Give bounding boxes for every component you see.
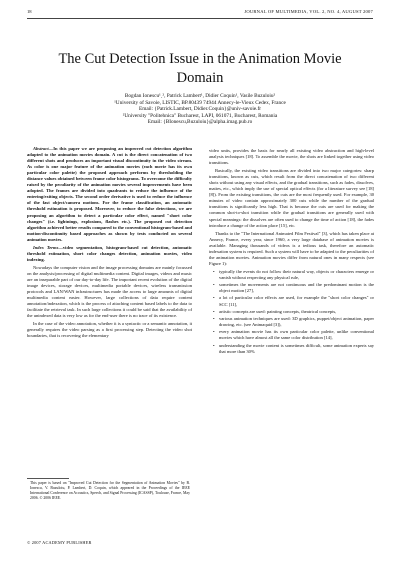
- index-terms: [27, 245, 192, 263]
- affiliation-1: ¹University of Savoie, LISTIC, BP.80439 74944 Annecy-le-Vieux Cedex, France: [114, 99, 286, 106]
- abstract-text: —In this paper we are proposing an improved cut detection algorithm adapted to the animation movies domain. A cut is the direct concatenation of two different shots and produces an important visual discontinuity in the video stream. As color is one major feature of the animation movies (each movie has its own particular color palette) the proposed approach performs by thresholding the distance values obtained between frame color histograms. To overcome the difficulty raised by the peculiarity of the animation movies several improvements have been adopted. The frames are divided into quadrants to reduce the influence of the entering/exiting objects. The second order derivative is used to reduce the influence of the fast object/camera motions. For the frame classification, an automatic threshold estimation is proposed. Moreover, to reduce the false detections, we are proposing an algorithm to detect a particular color effect, named "short color changes" (i.e. lightnings, explosions, flashes etc.). The proposed cut detection algorithm achieved better results compared to the conventional histogram-based and motion-discontinuity based approaches as shown by tests conducted on several animation movies.: [27, 146, 192, 242]
- right-paragraph-1: video units, provides the basis for nearly all existing video abstraction and high-level analysis techniques [18]. To assemble the movie, the shots are linked together using video transitions.: [209, 148, 374, 166]
- email-2: Email: {BIonescu,Buzuloiu}@alpha.imag.pub.ro: [147, 119, 253, 126]
- header-rule: [27, 18, 373, 19]
- author-block: [30, 93, 370, 126]
- list-item: • typically the events do not follow their natural way, objects or characters emerge or vanish without respecting any physical rule,: [219, 269, 374, 281]
- copyright-notice: © 2007 ACADEMY PUBLISHER: [27, 540, 92, 545]
- title-line-1: The Cut Detection Issue in the Animation Movie: [58, 51, 342, 67]
- footnote-rule: [27, 478, 69, 479]
- list-item: • artistic concepts are used: painting concepts, theatrical concepts,: [219, 309, 374, 315]
- abstract: [27, 146, 192, 243]
- affiliation-2: ²University "Politehnica" Bucharest, LAPI, 061071, Bucharest, Romania: [122, 112, 278, 119]
- abstract-label: Abstract: [33, 146, 49, 151]
- list-item: • sometimes the movements are not continuous and the predominant motion is the object motion [27],: [219, 282, 374, 294]
- email-1: Email: {Patrick.Lambert, Didier.Coquin}@univ-savoie.fr: [138, 106, 262, 113]
- index-terms-text: —video segmentation, histogram-based cut detection, automatic threshold estimation, short color changes detection, animation movies, video indexing.: [27, 244, 192, 262]
- index-terms-label: Index Terms: [33, 244, 59, 250]
- intro-paragraph-1: Nowadays the computer vision and the image processing domains are mainly focussed on the analysis/processing of digital multimedia content. Digital images, videos and music are an inseparable part of our day-to-day life. The important recent evolution of the digital image devices, storage devices, multimedia portable devices, wireless transmission protocols and LAN/WAN infrastructures has made the access to large amounts of digital multimedia content easier. However, large collections of data require content annotation/indexation, which is the process of attaching content based labels to the data to facilitate the retrieval task. In such large collections it could be said that the availability of the unindexed data is very low as for the end-user there is no trace of its existence.: [27, 264, 192, 319]
- right-column: [209, 148, 374, 356]
- right-paragraph-2: Basically, the existing video transitions are divided into two major categories: sharp transitions, known as cuts, which result from the direct concatenation of two different shots without using any visual effects, and the gradual transitions, such as fades, dissolves, mattes, etc., which imply the use of special optical effects (for a literature survey see [18] [8]). From the existing transitions, the cuts are the most frequently used. For example, 30 minutes of video contain approximately 300 cuts while the number of the gradual transitions is significantly less high. That is because the cuts are used for making the common shot-to-shot transition while the gradual transitions are generally used with special meanings: the dissolves are often used to change the time of action [18], the fades introduce a change of the action place [15], etc.: [209, 168, 374, 228]
- footnote: This paper is based on "Improved Cut Detection for the Segmentation of Animation Movies" by B. Ionescu, V. Buzuloiu, P. Lambert, D. Coquin, which appeared in the Proceedings of the IEEE International Conference on Acoustics, Speech, and Signal Processing (ICASSP), Toulouse, France, May 2006. © 2006 IEEE.: [30, 481, 190, 500]
- left-column: [27, 146, 192, 341]
- running-header: [27, 9, 373, 18]
- peculiarities-list: [209, 269, 374, 355]
- right-paragraph-3: Thanks to the "The International Animated Film Festival" [3], which has taken place at Annecy, France, every year, since 1960, a very large database of animation movies is available. Managing thousands of videos is a tedious task, therefore an automatic indexation system is required. Such a system will have to be adapted to the peculiarities of the animation movies. Animation movies differ from natural ones in many respects (see Figure 1):: [209, 230, 374, 266]
- list-item: • every animation movie has its own particular color palette, unlike conventional movies which have almost all the same color distribution [14],: [219, 329, 374, 341]
- list-item: • a lot of particular color effects are used, for example the "short color changes" or SCC [11],: [219, 295, 374, 307]
- title-line-2: Domain: [176, 70, 224, 86]
- paper-title: [30, 50, 370, 88]
- list-item: • various animation techniques are used: 3D graphics, puppet/object animation, paper drawing, etc. (see Animaquid [3]),: [219, 316, 374, 328]
- intro-paragraph-2: In the case of the video annotation, whether it is a syntactic or a semantic annotation, it generally requires the video parsing as a first processing step. Detecting the video shot boundaries, that is recovering the elementary: [27, 321, 192, 339]
- list-item: • understanding the movie content is sometimes difficult, some animation experts say that more than 30%: [219, 343, 374, 355]
- journal-name: JOURNAL OF MULTIMEDIA, VOL. 2, NO. 4, AUGUST 2007: [244, 9, 373, 14]
- author-names: Bogdan Ionescu¹ˎ², Patrick Lambert¹, Didier Coquin¹, Vasile Buzuloiu²: [124, 93, 276, 99]
- page-number: 18: [27, 9, 32, 14]
